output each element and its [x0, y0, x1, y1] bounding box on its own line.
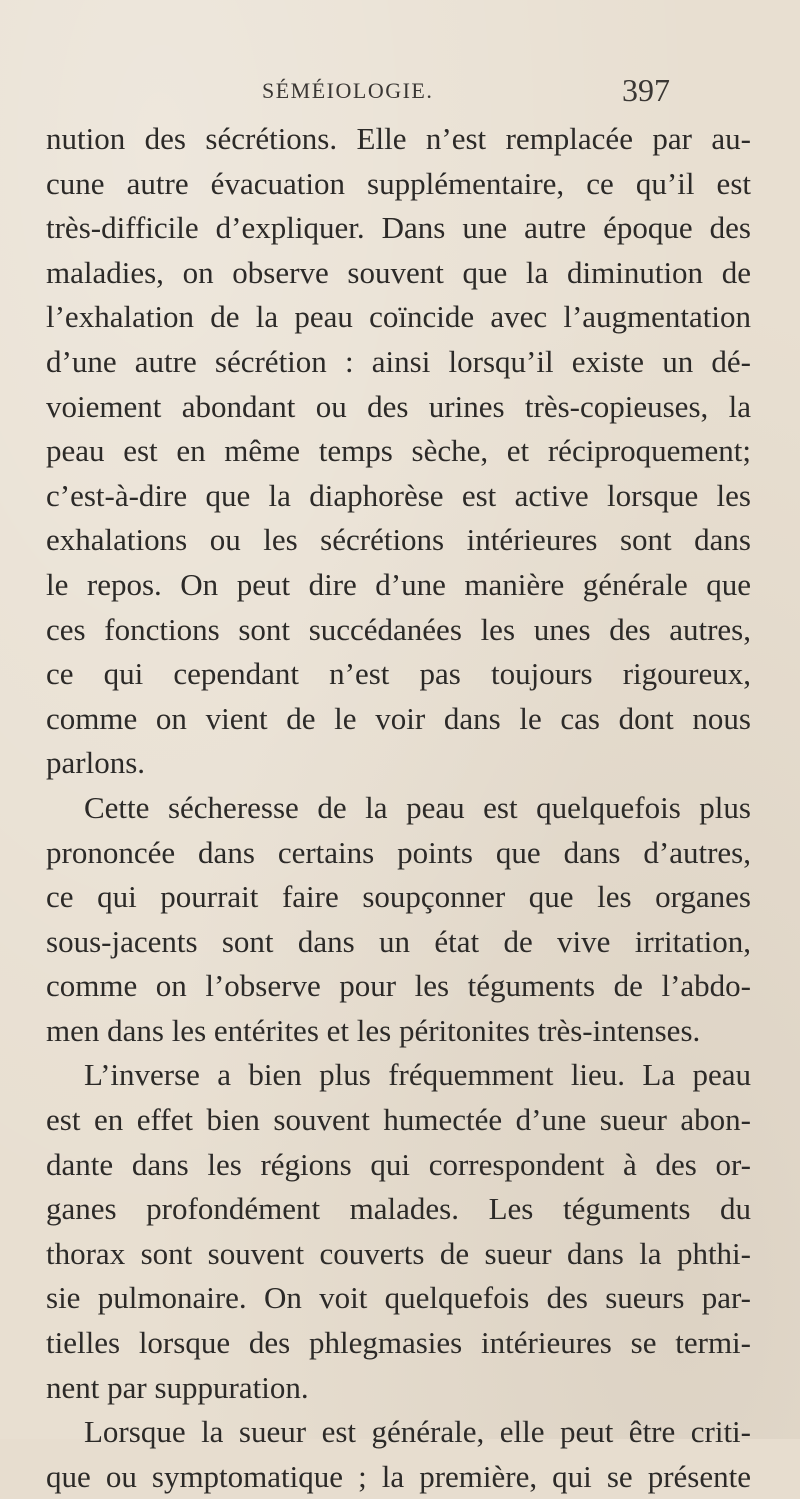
text-line: nent par suppuration.: [46, 1369, 309, 1405]
text-line: ce qui pourrait faire soupçonner que les organes: [46, 879, 751, 915]
body-text: [46, 117, 751, 1499]
page-header: [0, 70, 800, 120]
text-line: sous-jacents sont dans un état de vive irritation,: [46, 923, 751, 959]
text-line: Lorsque la sueur est générale, elle peut être criti-: [84, 1414, 751, 1450]
text-line: ces fonctions sont succédanées les unes des autres,: [46, 611, 751, 647]
text-line: parlons.: [46, 745, 146, 781]
text-line: cune autre évacuation supplémentaire, ce qu’il est: [46, 165, 751, 201]
text-line: voiement abondant ou des urines très-copieuses, la: [46, 388, 751, 424]
text-line: est en effet bien souvent humectée d’une sueur abon-: [46, 1102, 751, 1138]
text-line: dante dans les régions qui correspondent à des or-: [46, 1146, 751, 1182]
text-line: que ou symptomatique ; la première, qui se présente: [46, 1458, 751, 1494]
text-line: maladies, on observe souvent que la diminution de: [46, 254, 751, 290]
text-line: men dans les entérites et les péritonites très-intenses.: [46, 1012, 701, 1048]
text-line: sie pulmonaire. On voit quelquefois des sueurs par-: [46, 1280, 751, 1316]
text-line: tielles lorsque des phlegmasies intérieures se termi-: [46, 1325, 751, 1361]
text-line: le repos. On peut dire d’une manière générale que: [46, 566, 751, 602]
text-line: exhalations ou les sécrétions intérieures sont dans: [46, 522, 751, 558]
text-line: Cette sécheresse de la peau est quelquefois plus: [84, 789, 751, 825]
text-line: ce qui cependant n’est pas toujours rigoureux,: [46, 656, 751, 692]
text-line: très-difficile d’expliquer. Dans une autre époque des: [46, 210, 751, 246]
text-line: prononcée dans certains points que dans d’autres,: [46, 834, 751, 870]
text-line: c’est-à-dire que la diaphorèse est active lorsque les: [46, 477, 751, 513]
text-line: L’inverse a bien plus fréquemment lieu. La peau: [84, 1057, 751, 1093]
text-line: d’une autre sécrétion : ainsi lorsqu’il existe un dé-: [46, 343, 751, 379]
text-line: ganes profondément malades. Les téguments du: [46, 1191, 751, 1227]
page-number: 397: [622, 72, 670, 108]
text-line: peau est en même temps sèche, et réciproquement;: [46, 433, 751, 469]
text-line: comme on l’observe pour les téguments de l’abdo-: [46, 968, 751, 1004]
text-line: l’exhalation de la peau coïncide avec l’augmentation: [46, 299, 751, 335]
text-line: comme on vient de le voir dans le cas dont nous: [46, 700, 751, 736]
running-head: SÉMÉIOLOGIE.: [262, 78, 434, 103]
text-line: thorax sont souvent couverts de sueur dans la phthi-: [46, 1235, 751, 1271]
text-line: nution des sécrétions. Elle n’est remplacée par au-: [46, 121, 751, 156]
